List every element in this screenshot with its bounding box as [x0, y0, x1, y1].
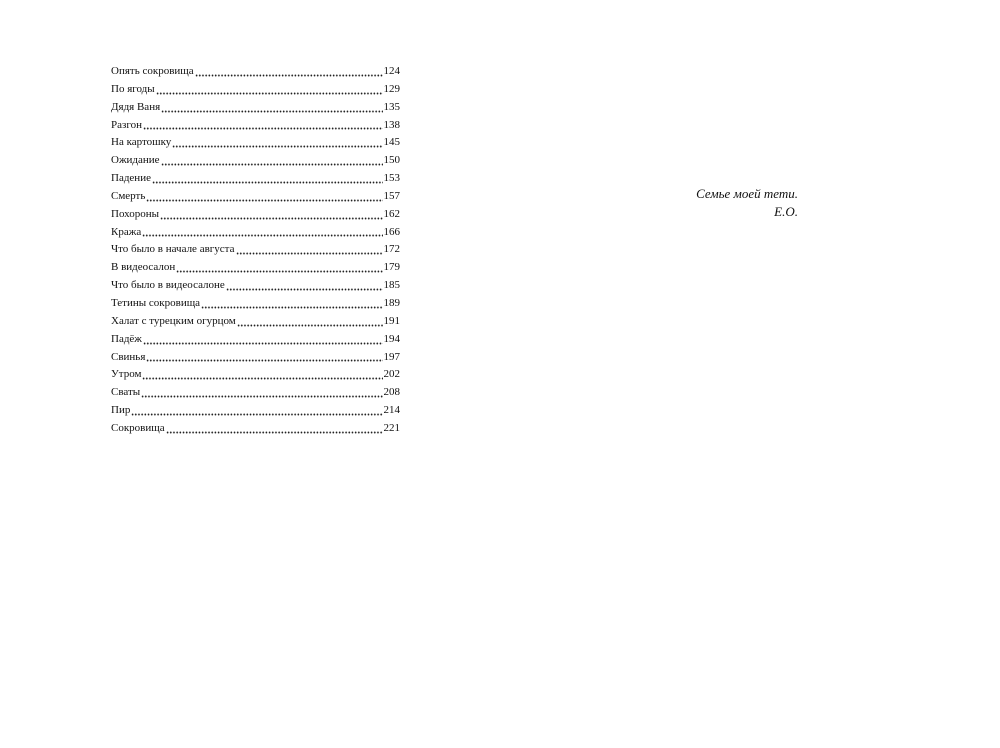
toc-entry-page-number: 153: [383, 172, 400, 185]
right-page: [500, 0, 1000, 748]
toc-entry-title: Что было в видеосалоне: [111, 279, 225, 292]
toc-entry-page-number: 214: [383, 404, 400, 417]
toc-entry: [111, 63, 400, 81]
toc-dot-leader: [201, 298, 382, 309]
toc-entry: [111, 241, 400, 259]
toc-entry: [111, 331, 400, 349]
toc-dot-leader: [195, 66, 383, 77]
toc-entry: [111, 170, 400, 188]
toc-entry-page-number: 150: [383, 154, 400, 167]
toc-entry-title: Тетины сокровища: [111, 296, 201, 309]
toc-entry-page-number: 202: [383, 368, 400, 381]
toc-entry-title: Халат с турецким огурцом: [111, 314, 236, 327]
toc-dot-leader: [172, 137, 382, 148]
toc-dot-leader: [142, 226, 382, 237]
toc-dot-leader: [146, 351, 382, 362]
toc-entry-title: Опять сокровища: [111, 65, 194, 77]
toc-entry-page-number: 191: [383, 314, 400, 327]
toc-entry-title: Ожидание: [111, 154, 160, 167]
toc-entry-page-number: 145: [383, 136, 400, 149]
toc-entry: [111, 277, 400, 295]
toc-dot-leader: [141, 387, 382, 398]
toc-dot-leader: [142, 369, 382, 380]
toc-dot-leader: [152, 173, 383, 184]
toc-dot-leader: [161, 102, 382, 113]
toc-entry-page-number: 197: [383, 350, 400, 363]
toc-entry: [111, 117, 400, 135]
toc-entry-title: Разгон: [111, 118, 142, 131]
toc-dot-leader: [131, 405, 382, 416]
toc-entry-title: Смерть: [111, 189, 146, 202]
toc-dot-leader: [143, 334, 383, 345]
toc-entry-title: По ягоды: [111, 82, 155, 95]
toc-entry-page-number: 189: [383, 296, 400, 309]
toc-entry: [111, 152, 400, 170]
toc-dot-leader: [156, 84, 383, 95]
toc-entry-page-number: 221: [383, 421, 400, 434]
toc-entry-title: В видеосалон: [111, 261, 176, 274]
toc-entry-page-number: 124: [383, 65, 400, 77]
toc-entry-title: Сокровища: [111, 421, 165, 434]
toc-dot-leader: [166, 423, 383, 434]
toc-entry-page-number: 135: [383, 100, 400, 113]
toc-entry-page-number: 166: [383, 225, 400, 238]
toc-dot-leader: [226, 280, 383, 291]
toc-entry-title: Сваты: [111, 386, 141, 399]
toc-entry-page-number: 185: [383, 279, 400, 292]
toc-entry-title: Свинья: [111, 350, 146, 363]
toc-entry-title: Кража: [111, 225, 142, 238]
toc-entry: [111, 224, 400, 242]
toc-entry: [111, 366, 400, 384]
toc-entry-title: На картошку: [111, 136, 172, 149]
toc-entry-page-number: 172: [383, 243, 400, 256]
toc-dot-leader: [146, 191, 382, 202]
toc-entry-page-number: 208: [383, 386, 400, 399]
dedication-signature: Е.О.: [774, 204, 798, 219]
toc-entry: [111, 206, 400, 224]
toc-dot-leader: [176, 262, 382, 273]
toc-dot-leader: [237, 316, 383, 327]
toc-entry-title: Что было в начале августа: [111, 243, 235, 256]
toc-entry-page-number: 194: [383, 332, 400, 345]
toc-entry: [111, 134, 400, 152]
toc-entry-title: Пир: [111, 404, 131, 417]
dedication: [696, 185, 798, 221]
toc-entry: [111, 295, 400, 313]
toc-entry: [111, 420, 400, 438]
toc-entry: [111, 81, 400, 99]
toc-entry: [111, 402, 400, 420]
toc-entry: [111, 188, 400, 206]
toc-entry-title: Падёж: [111, 332, 142, 345]
toc-entry: [111, 384, 400, 402]
toc-entry-page-number: 138: [383, 118, 400, 131]
toc-entry-page-number: 129: [383, 82, 400, 95]
toc-entry: [111, 349, 400, 367]
toc-dot-leader: [160, 209, 382, 220]
toc-entry: [111, 99, 400, 117]
toc-entry-page-number: 179: [383, 261, 400, 274]
toc-entry-page-number: 157: [383, 189, 400, 202]
toc-entry-title: Падение: [111, 172, 151, 185]
table-of-contents: [111, 63, 400, 438]
toc-entry: [111, 259, 400, 277]
toc-dot-leader: [236, 244, 383, 255]
toc-entry-title: Дядя Ваня: [111, 100, 161, 113]
toc-entry-title: Похороны: [111, 207, 160, 220]
toc-dot-leader: [143, 119, 383, 130]
dedication-text: Семье моей тети.: [696, 186, 798, 201]
toc-entry: [111, 313, 400, 331]
toc-entry-page-number: 162: [383, 207, 400, 220]
toc-entry-title: Утром: [111, 368, 142, 381]
toc-dot-leader: [161, 155, 383, 166]
